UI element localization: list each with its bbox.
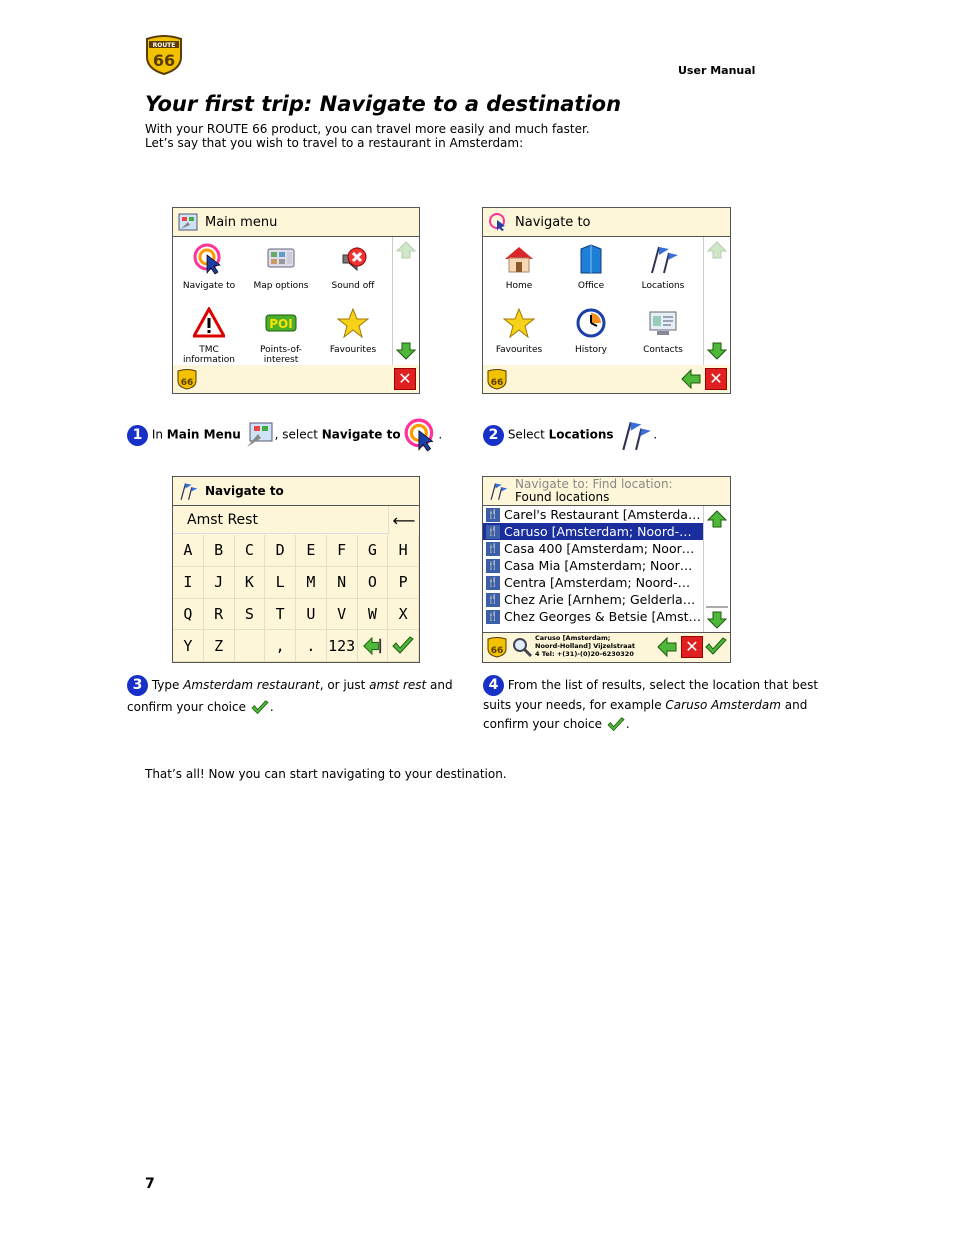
locations-icon [647,243,679,275]
key[interactable]: D [265,535,296,567]
restaurant-icon: 🍴 [487,594,499,605]
menu-item-sound-off[interactable]: Sound off [317,237,389,301]
key[interactable]: J [204,567,235,599]
menu-scrollbar[interactable] [392,237,419,365]
intro-line: With your ROUTE 66 product, you can travel more easily and much faster. [145,122,590,136]
navigate-icon [487,212,509,232]
scroll-down-icon[interactable] [707,610,727,630]
key[interactable]: C [235,535,266,567]
location-details: Caruso [Amsterdam; Noord-Holland] Vijzelstraat 4 Tel: +(31)-(0)20-6230320 [535,634,636,658]
back-arrow-icon[interactable] [358,630,389,662]
key[interactable] [235,630,266,662]
key[interactable]: M [296,567,327,599]
svg-text:66: 66 [490,378,504,388]
confirm-check-icon[interactable] [388,630,419,662]
screen-titlebar [483,477,730,506]
step-number: 1 [127,425,148,446]
confirm-check-icon[interactable] [705,637,727,657]
close-button[interactable]: ✕ [394,368,416,390]
office-icon [575,243,607,275]
step-1-caption: 1 In Main Menu , select Navigate to . [127,418,442,452]
key[interactable]: F [327,535,358,567]
tmc-icon [193,307,225,339]
scroll-up-icon[interactable] [707,509,727,529]
scroll-down-icon[interactable] [396,341,416,361]
menu-item-navigate-to[interactable]: Navigate to [173,237,245,301]
screen-titlebar [483,208,730,237]
list-item[interactable] [483,540,703,557]
menu-item-locations[interactable]: Locations [627,237,699,301]
back-arrow-icon[interactable] [680,368,702,390]
navigate-to-screen [482,207,731,394]
step-4-caption: 4 From the list of results, select the location that best suits your needs, for example Caruso Amsterdam and confirm your choice . [483,677,819,731]
list-item[interactable] [483,591,703,608]
step-2-caption: 2 Select Locations . [483,418,657,452]
scroll-down-icon[interactable] [707,341,727,361]
key[interactable]: R [204,599,235,631]
magnifier-icon[interactable] [511,636,533,658]
menu-item-favourites[interactable]: Favourites [483,301,555,365]
key[interactable]: G [358,535,389,567]
page-number: 7 [145,1176,155,1192]
list-item[interactable] [483,608,703,625]
restaurant-icon: 🍴 [487,577,499,588]
main-menu-screen [172,207,420,394]
menu-item-contacts[interactable]: Contacts [627,301,699,365]
key[interactable]: 123 [327,630,358,662]
menu-item-office[interactable]: Office [555,237,627,301]
search-input[interactable]: Amst Rest [173,506,389,534]
key[interactable]: B [204,535,235,567]
menu-item-points-of-interest[interactable]: POI Points-of-interest [245,301,317,365]
key[interactable]: O [358,567,389,599]
screen-breadcrumb: Navigate to: Find location: [515,477,673,491]
main-menu-icon [245,421,275,449]
found-locations-screen [482,476,731,663]
keyboard [173,535,419,662]
intro-text [145,122,590,150]
svg-text:66: 66 [180,378,194,388]
svg-text:66: 66 [152,51,176,70]
key[interactable]: P [388,567,419,599]
restaurant-icon: 🍴 [487,543,499,554]
contacts-icon [647,307,679,339]
restaurant-icon: 🍴 [487,560,499,571]
poi-icon [265,307,297,339]
page-title: Your first trip: Navigate to a destination [145,92,622,116]
confirm-check-icon [606,717,626,733]
keyboard-screen [172,476,420,663]
list-item-label: Chez Georges & Betsie [Amst… [504,609,701,624]
key[interactable]: Z [204,630,235,662]
step-number: 3 [127,675,148,696]
list-item[interactable] [483,523,703,540]
svg-text:ROUTE: ROUTE [152,42,176,49]
key[interactable]: N [327,567,358,599]
list-item-label: Casa 400 [Amsterdam; Noor… [504,541,695,556]
screen-title: Navigate to [205,484,284,498]
star-icon [503,307,535,339]
svg-text:66: 66 [490,646,504,656]
sound-off-icon [337,243,369,275]
screen-titlebar [173,477,419,506]
key[interactable]: S [235,599,266,631]
scroll-up-icon[interactable] [396,240,416,260]
home-icon [503,243,535,275]
list-item-label: Chez Arie [Arnhem; Gelderla… [504,592,696,607]
navigate-icon [193,243,225,275]
list-item-label: Caruso [Amsterdam; Noord-… [504,524,692,539]
screen-title: Main menu [205,214,278,230]
back-arrow-icon[interactable] [656,636,678,658]
restaurant-icon: 🍴 [487,509,499,520]
map-options-icon [265,243,297,275]
key[interactable]: . [296,630,327,662]
screen-title: Navigate to [515,214,591,230]
scroll-up-icon[interactable] [707,240,727,260]
list-item-label: Casa Mia [Amsterdam; Noor… [504,558,693,573]
step-number: 4 [483,675,504,696]
scroll-thumb[interactable] [706,606,728,608]
key[interactable]: V [327,599,358,631]
key[interactable]: E [296,535,327,567]
key[interactable]: T [265,599,296,631]
route66-small-icon[interactable] [486,368,508,390]
menu-scrollbar[interactable] [703,237,730,365]
key[interactable]: X [388,599,419,631]
list-item-label: Carel's Restaurant [Amsterda… [504,507,701,522]
route66-small-icon[interactable] [176,368,198,390]
screen-titlebar [173,208,419,237]
close-button[interactable]: ✕ [705,368,727,390]
screen-title: Found locations [515,490,610,504]
confirm-check-icon [250,700,270,716]
key[interactable]: K [235,567,266,599]
intro-line: Let’s say that you wish to travel to a restaurant in Amsterdam: [145,136,524,150]
backspace-icon[interactable]: ⟵ [388,506,419,534]
menu-item-home[interactable]: Home [483,237,555,301]
route66-logo [143,33,185,75]
menu-item-favourites[interactable]: Favourites [317,301,389,365]
navigate-icon [404,418,438,452]
history-icon [575,307,607,339]
closing-text: That’s all! Now you can start navigating to your destination. [145,767,507,781]
star-icon [337,307,369,339]
route66-small-icon[interactable] [486,636,508,658]
list-item[interactable] [483,506,703,523]
main-menu-icon [177,212,199,232]
key[interactable]: I [173,567,204,599]
restaurant-icon: 🍴 [487,526,499,537]
list-scrollbar[interactable] [703,506,730,632]
key[interactable]: , [265,630,296,662]
step-number: 2 [483,425,504,446]
locations-icon [617,418,653,452]
key[interactable]: U [296,599,327,631]
locations-icon [487,481,509,501]
list-item[interactable] [483,557,703,574]
close-button[interactable]: ✕ [681,636,703,658]
list-item-label: Centra [Amsterdam; Noord-… [504,575,691,590]
menu-item-tmc-information[interactable]: TMC information [173,301,245,365]
key[interactable]: Q [173,599,204,631]
header-label: User Manual [678,64,756,77]
restaurant-icon: 🍴 [487,611,499,622]
key[interactable]: L [265,567,296,599]
key[interactable]: H [388,535,419,567]
key[interactable]: W [358,599,389,631]
svg-text:POI: POI [269,317,293,331]
locations-list [483,506,703,632]
list-item[interactable] [483,574,703,591]
step-3-caption: 3 Type Amsterdam restaurant, or just amst rest and confirm your choice . [127,677,453,714]
key[interactable]: Y [173,630,204,662]
key[interactable]: A [173,535,204,567]
menu-item-map-options[interactable]: Map options [245,237,317,301]
locations-icon [177,481,199,501]
menu-item-history[interactable]: History [555,301,627,365]
